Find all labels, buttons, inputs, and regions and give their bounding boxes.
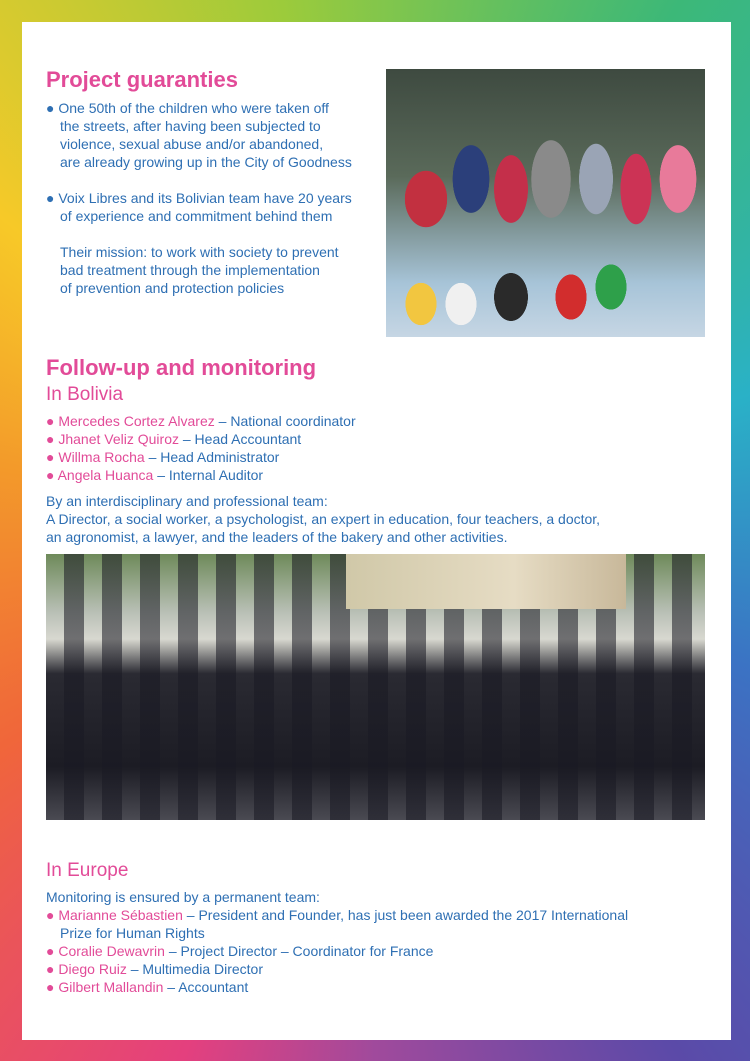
guaranty-line: ● Voix Libres and its Bolivian team have 20 years <box>46 190 352 206</box>
member-role: – Internal Auditor <box>153 467 264 483</box>
guaranty-bullet-1 <box>46 99 381 171</box>
bolivia-team-list <box>46 412 686 484</box>
member-role-continued: Prize for Human Rights <box>60 925 205 941</box>
team-line: an agronomist, a lawyer, and the leaders of the bakery and other activities. <box>46 529 508 545</box>
europe-team-list <box>46 888 706 996</box>
project-guaranties-title: Project guaranties <box>46 67 238 92</box>
bullet-glyph: ● <box>46 907 59 923</box>
member-role: – Accountant <box>163 979 249 995</box>
in-bolivia-heading: In Bolivia <box>46 384 124 405</box>
member-role: – Head Accountant <box>178 431 302 447</box>
content-panel <box>22 22 731 1040</box>
mission-line: Their mission: to work with society to prevent <box>60 244 339 260</box>
team-line: By an interdisciplinary and professional team: <box>46 493 328 509</box>
mission-text <box>60 243 390 297</box>
list-item <box>46 978 706 996</box>
bullet-glyph: ● <box>46 979 59 995</box>
guaranty-line: are already growing up in the City of Goodness <box>60 154 352 170</box>
member-name: Jhanet Veliz Quiroz <box>58 431 179 447</box>
in-europe-heading: In Europe <box>46 860 129 881</box>
list-item <box>46 942 706 960</box>
mission-line: of prevention and protection policies <box>60 280 285 296</box>
member-role: – Head Administrator <box>144 449 280 465</box>
children-group-photo <box>386 69 705 337</box>
member-name: Gilbert Mallandin <box>58 979 164 995</box>
member-role: – Project Director – Coordinator for France <box>164 943 434 959</box>
list-item <box>46 906 706 924</box>
list-item <box>46 448 686 466</box>
bullet-glyph: ● <box>46 449 59 465</box>
bullet-glyph: ● <box>46 431 59 447</box>
list-item <box>46 412 686 430</box>
member-name: Coralie Dewavrin <box>58 943 165 959</box>
bullet-glyph: ● <box>46 413 59 429</box>
guaranty-line: the streets, after having been subjected to <box>60 118 321 134</box>
member-role: – Multimedia Director <box>126 961 263 977</box>
guaranty-bullet-2 <box>46 189 381 225</box>
bullet-glyph: ● <box>46 467 58 483</box>
guaranty-line: ● One 50th of the children who were taken off <box>46 100 329 116</box>
member-role: – President and Founder, has just been awarded the 2017 International <box>182 907 629 923</box>
member-name: Willma Rocha <box>58 449 145 465</box>
member-name: Marianne Sébastien <box>58 907 183 923</box>
member-name: Diego Ruiz <box>58 961 127 977</box>
list-item <box>46 466 686 484</box>
mission-line: bad treatment through the implementation <box>60 262 320 278</box>
team-group-photo <box>46 554 705 820</box>
guaranty-line: violence, sexual abuse and/or abandoned, <box>60 136 324 152</box>
europe-intro: Monitoring is ensured by a permanent team: <box>46 889 320 905</box>
member-role: – National coordinator <box>214 413 356 429</box>
team-line: A Director, a social worker, a psychologist, an expert in education, four teachers, a doctor, <box>46 511 601 527</box>
guaranty-line: of experience and commitment behind them <box>60 208 333 224</box>
bullet-glyph: ● <box>46 943 59 959</box>
follow-up-title: Follow-up and monitoring <box>46 355 317 380</box>
member-name: Angela Huanca <box>57 467 154 483</box>
bullet-glyph: ● <box>46 961 59 977</box>
list-item <box>46 960 706 978</box>
list-item <box>46 430 686 448</box>
interdisciplinary-team-text <box>46 492 706 546</box>
member-name: Mercedes Cortez Alvarez <box>58 413 215 429</box>
